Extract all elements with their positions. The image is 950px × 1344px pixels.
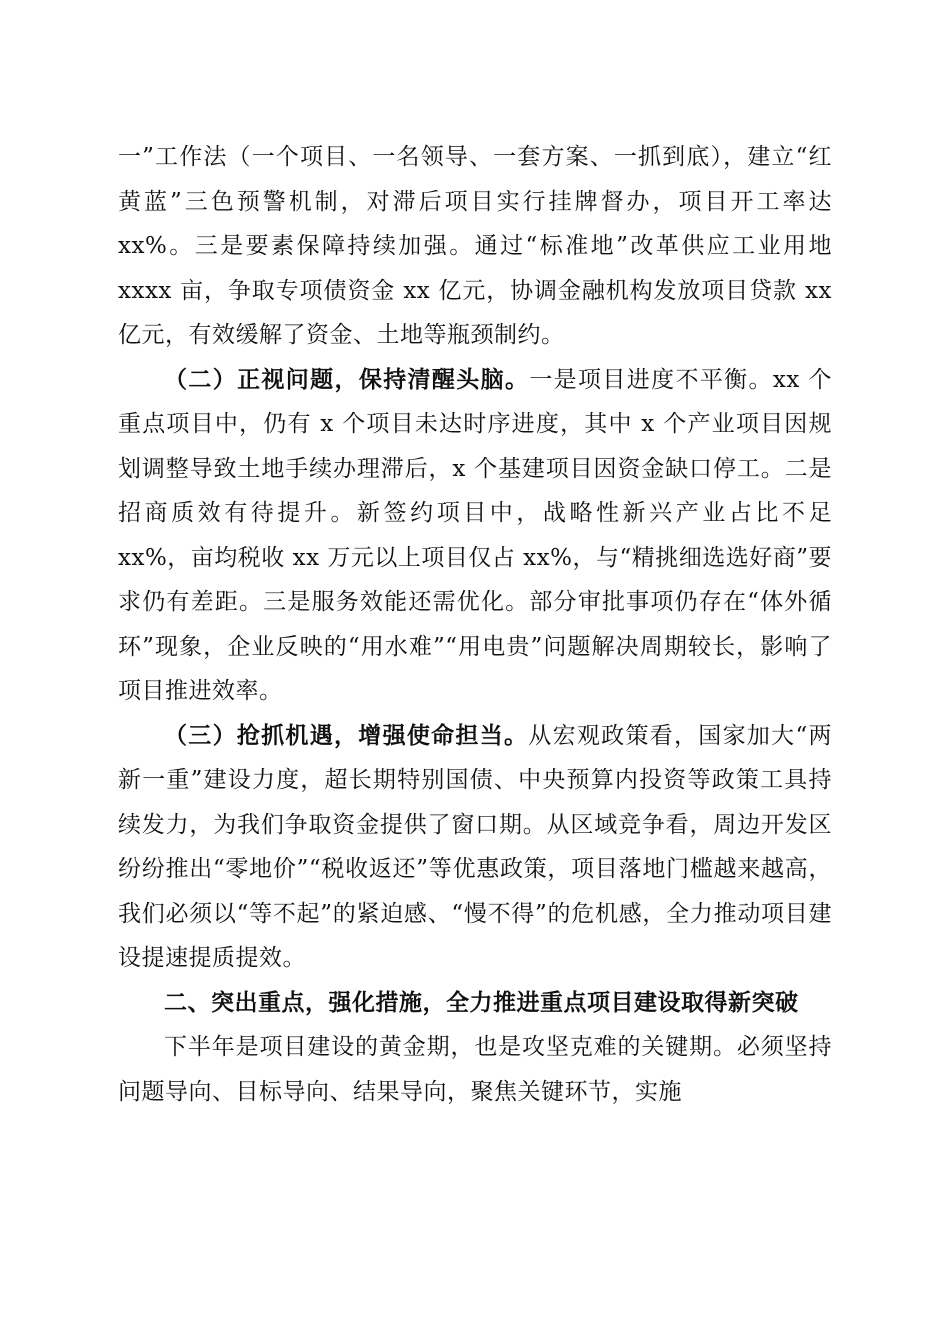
document-page xyxy=(118,135,832,1114)
paragraph-problems-body: 一是项目进度不平衡。xx 个重点项目中，仍有 x 个项目未达时序进度，其中 x 个产业项目因规划调整导致土地手续办理滞后，x 个基建项目因资金缺口停工。二是招商质效有待提升。新签约项目中，战略性新兴产业占比不足 xx%，亩均税收 xx 万元以上项目仅占 xx%，与“精挑细选选好商”要求仍有差距。三是服务效能还需优化。部分审批事项仍存在“体外循环”现象，企业反映的“用水难”“用电贵”问题解决周期较长，影响了项目推进效率。 xyxy=(118,366,832,704)
section-lead-opportunities: （三）抢抓机遇，增强使命担当。 xyxy=(164,722,529,749)
section-heading-2: 二、突出重点，强化措施，全力推进重点项目建设取得新突破 xyxy=(164,989,799,1016)
paragraph-opportunities xyxy=(118,714,832,981)
paragraph-continuation: 一”工作法（一个项目、一名领导、一套方案、一抓到底），建立“红黄蓝”三色预警机制，对滞后项目实行挂牌督办，项目开工率达 xx%。三是要素保障持续加强。通过“标准地”改革供应工业用地 xxxx 亩，争取专项债资金 xx 亿元，协调金融机构发放项目贷款 xx 亿元，有效缓解了资金、土地等瓶颈制约。 xyxy=(118,144,832,348)
paragraph-opportunities-body: 从宏观政策看，国家加大“两新一重”建设力度，超长期特别国债、中央预算内投资等政策工具持续发力，为我们争取资金提供了窗口期。从区域竞争看，周边开发区纷纷推出“零地价”“税收返还”等优惠政策，项目落地门槛越来越高，我们必须以“等不起”的紧迫感、“慢不得”的危机感，全力推动项目建设提速提质提效。 xyxy=(118,722,832,971)
paragraph-problems xyxy=(118,358,832,714)
paragraph-second-half: 下半年是项目建设的黄金期，也是攻坚克难的关键期。必须坚持问题导向、目标导向、结果导向，聚焦关键环节，实施 xyxy=(118,1034,832,1105)
section-lead-problems: （二）正视问题，保持清醒头脑。 xyxy=(164,366,530,393)
